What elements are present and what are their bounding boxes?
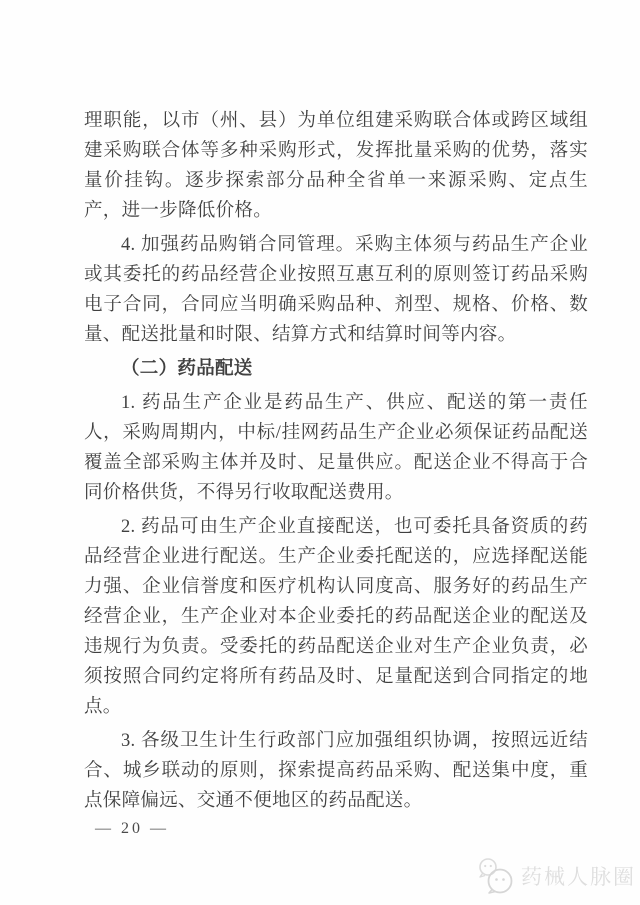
wechat-logo-icon [476,856,516,896]
document-body [84,106,588,820]
paragraph-item-4: 4. 加强药品购销合同管理。采购主体须与药品生产企业或其委托的药品经营企业按照互惠互利的原则签订药品采购电子合同，合同应当明确采购品种、剂型、规格、价格、数量、配送批量和时限、结算方式和结算时间等内容。 [84,235,588,345]
paragraph-item-1: 1. 药品生产企业是药品生产、供应、配送的第一责任人，采购周期内，中标/挂网药品生产企业必须保证药品配送覆盖全部采购主体并及时、足量供应。配送企业不得高于合同价格供货，不得另行收取配送费用。 [84,393,588,503]
paragraph-continuation: 理职能，以市（州、县）为单位组建采购联合体或跨区域组建采购联合体等多种采购形式，发挥批量采购的优势，落实量价挂钩。逐步探索部分品种全省单一来源采购、定点生产，进一步降低价格。 [84,111,588,221]
watermark [476,856,636,896]
paragraph-item-2: 2. 药品可由生产企业直接配送，也可委托具备资质的药品经营企业进行配送。生产企业委托配送的，应选择配送能力强、企业信誉度和医疗机构认同度高、服务好的药品生产经营企业，生产企业对本企业委托的药品配送企业的配送及违规行为负责。受委托的药品配送企业对生产企业负责，必须按照合同约定将所有药品及时、足量配送到合同指定的地点。 [84,517,588,717]
page-number: — 20 — [95,820,169,837]
watermark-label: 药械人脉圈 [521,865,636,889]
paragraph-item-3: 3. 各级卫生计生行政部门应加强组织协调，按照远近结合、城乡联动的原则，探索提高药品采购、配送集中度，重点保障偏远、交通不便地区的药品配送。 [84,731,588,811]
section-heading-drug-distribution: （二）药品配送 [121,359,253,379]
